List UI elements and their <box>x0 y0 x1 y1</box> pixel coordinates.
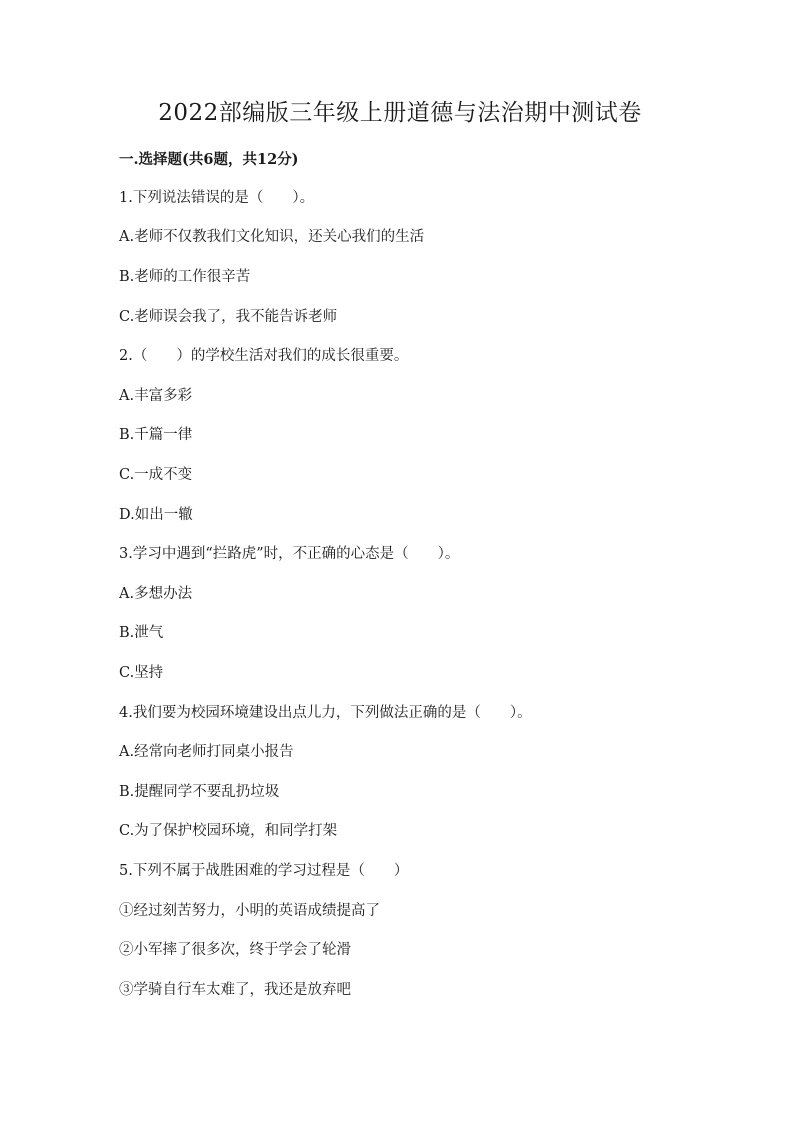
question-4-option-c: C.为了保护校园环境，和同学打架 <box>119 823 338 839</box>
question-4-stem: 4.我们要为校园环境建设出点儿力，下列做法正确的是（ ）。 <box>119 705 532 721</box>
question-3-stem: 3.学习中遇到“拦路虎”时，不正确的心态是（ ）。 <box>119 546 460 562</box>
question-2-option-c: C.一成不变 <box>119 467 193 483</box>
question-5-item-3: ③学骑自行车太难了，我还是放弃吧 <box>119 982 351 998</box>
question-1-stem: 1.下列说法错误的是（ ）。 <box>119 190 315 206</box>
question-2-option-a: A.丰富多彩 <box>119 388 193 404</box>
question-1-option-c: C.老师误会我了，我不能告诉老师 <box>119 309 338 325</box>
question-4-option-a: A.经常向老师打同桌小报告 <box>119 744 294 760</box>
question-2-option-b: B.千篇一律 <box>119 427 193 443</box>
page-title: 2022部编版三年级上册道德与法治期中测试卷 <box>158 100 642 126</box>
question-5-item-2: ②小军摔了很多次，终于学会了轮滑 <box>119 942 351 958</box>
question-2-option-d: D.如出一辙 <box>119 507 193 523</box>
question-1-option-b: B.老师的工作很辛苦 <box>119 269 251 285</box>
question-3-option-b: B.泄气 <box>119 625 164 641</box>
question-5-stem: 5.下列不属于战胜困难的学习过程是（ ） <box>119 863 409 879</box>
question-5-item-1: ①经过刻苦努力，小明的英语成绩提高了 <box>119 903 380 919</box>
question-4-option-b: B.提醒同学不要乱扔垃圾 <box>119 784 280 800</box>
section-heading: 一.选择题(共6题，共12分) <box>119 151 299 168</box>
question-1-option-a: A.老师不仅教我们文化知识，还关心我们的生活 <box>119 229 425 245</box>
question-3-option-c: C.坚持 <box>119 665 164 681</box>
question-3-option-a: A.多想办法 <box>119 586 193 602</box>
question-2-stem: 2.（ ）的学校生活对我们的成长很重要。 <box>119 348 409 364</box>
